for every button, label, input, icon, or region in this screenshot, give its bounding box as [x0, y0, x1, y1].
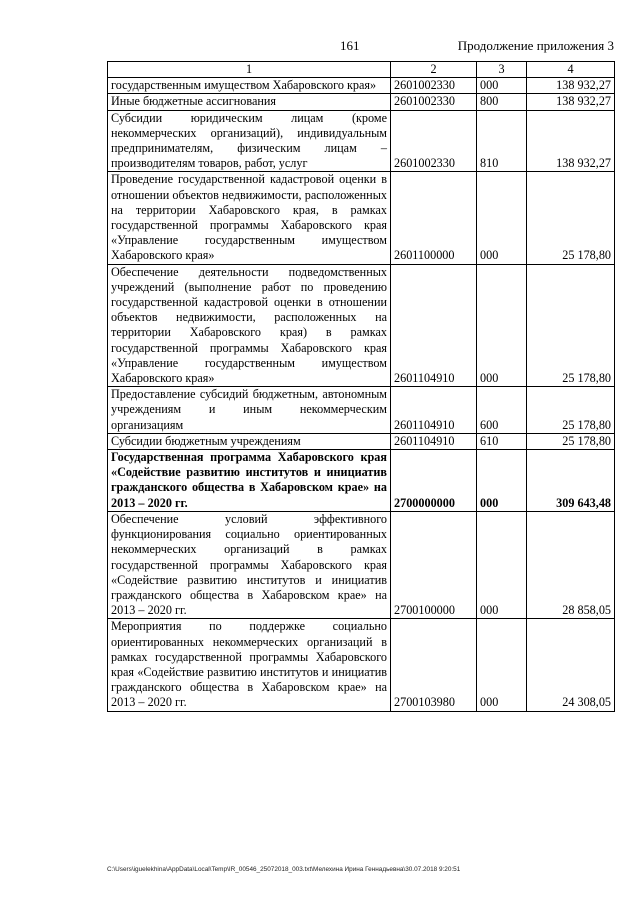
row-code: 2601002330: [391, 110, 477, 172]
row-description: Государственная программа Хабаровского края «Содействие развитию институтов и инициатив гражданского общества в Хабаровском крае» на 2013 – 2020 гг.: [108, 450, 391, 512]
row-code: 2601104910: [391, 264, 477, 387]
table-row: [108, 450, 615, 512]
row-code: 2601002330: [391, 94, 477, 110]
column-header-1: 1: [108, 62, 391, 78]
continuation-label: Продолжение приложения 3: [457, 38, 614, 53]
row-description: Мероприятия по поддержке социально ориентированных некоммерческих организаций в рамках государственной программы Хабаровского края «Содействие развитию институтов и инициатив гражданского общества в Хабаровском крае» на 2013 – 2020 гг.: [108, 619, 391, 711]
column-header-3: 3: [477, 62, 527, 78]
table-row: [108, 264, 615, 387]
table-row: [108, 110, 615, 172]
table-row: [108, 94, 615, 110]
row-expense-type: 000: [477, 264, 527, 387]
table-row: [108, 619, 615, 711]
row-expense-type: 000: [477, 511, 527, 618]
row-expense-type: 000: [477, 172, 527, 264]
row-description: Обеспечение условий эффективного функционирования социально ориентированных некоммерческих организаций в рамках государственной программы Хабаровского края «Содействие развитию институтов и инициатив гражданского общества в Хабаровском крае» на 2013 – 2020 гг.: [108, 511, 391, 618]
table-row: [108, 511, 615, 618]
column-header-2: 2: [391, 62, 477, 78]
row-description: Предоставление субсидий бюджетным, автономным учреждениям и иным некоммерческим организациям: [108, 387, 391, 434]
row-amount: 138 932,27: [527, 94, 615, 110]
table-header-row: [108, 62, 615, 78]
table-row: [108, 387, 615, 434]
table-row: [108, 433, 615, 449]
row-code: 2700100000: [391, 511, 477, 618]
row-description: Субсидии юридическим лицам (кроме некоммерческих организаций), индивидуальным предпринимателям, физическим лицам – производителям товаров, работ, услуг: [108, 110, 391, 172]
row-description: государственным имуществом Хабаровского края»: [108, 78, 391, 94]
budget-table: [107, 61, 615, 712]
row-expense-type: 000: [477, 619, 527, 711]
row-expense-type: 000: [477, 450, 527, 512]
row-amount: 25 178,80: [527, 264, 615, 387]
page-number: 161: [340, 38, 360, 53]
row-amount: 25 178,80: [527, 387, 615, 434]
footer-file-path: C:\Users\iguelekhina\AppData\Local\Temp\IR_00546_25072018_003.txt\Мелехина Ирина Геннадьевна\30.07.2018 9:20:51: [107, 866, 461, 873]
row-amount: 25 178,80: [527, 433, 615, 449]
table-row: [108, 172, 615, 264]
table-row: [108, 78, 615, 94]
row-expense-type: 000: [477, 78, 527, 94]
row-description: Проведение государственной кадастровой оценки в отношении объектов недвижимости, расположенных на территории Хабаровского края, в рамках государственной программы Хабаровского края «Управление государственным имуществом Хабаровского края»: [108, 172, 391, 264]
row-code: 2700000000: [391, 450, 477, 512]
row-expense-type: 800: [477, 94, 527, 110]
row-code: 2700103980: [391, 619, 477, 711]
row-expense-type: 810: [477, 110, 527, 172]
row-description: Субсидии бюджетным учреждениям: [108, 433, 391, 449]
row-code: 2601100000: [391, 172, 477, 264]
row-code: 2601002330: [391, 78, 477, 94]
row-amount: 309 643,48: [527, 450, 615, 512]
row-amount: 25 178,80: [527, 172, 615, 264]
row-amount: 138 932,27: [527, 78, 615, 94]
row-code: 2601104910: [391, 387, 477, 434]
row-description: Обеспечение деятельности подведомственных учреждений (выполнение работ по проведению государственной кадастровой оценки в отношении объектов недвижимости, расположенных на территории Хабаровского края) в рамках государственной программы Хабаровского края «Управление государственным имуществом Хабаровского края»: [108, 264, 391, 387]
row-code: 2601104910: [391, 433, 477, 449]
row-description: Иные бюджетные ассигнования: [108, 94, 391, 110]
row-amount: 24 308,05: [527, 619, 615, 711]
row-amount: 138 932,27: [527, 110, 615, 172]
row-amount: 28 858,05: [527, 511, 615, 618]
row-expense-type: 600: [477, 387, 527, 434]
column-header-4: 4: [527, 62, 615, 78]
row-expense-type: 610: [477, 433, 527, 449]
